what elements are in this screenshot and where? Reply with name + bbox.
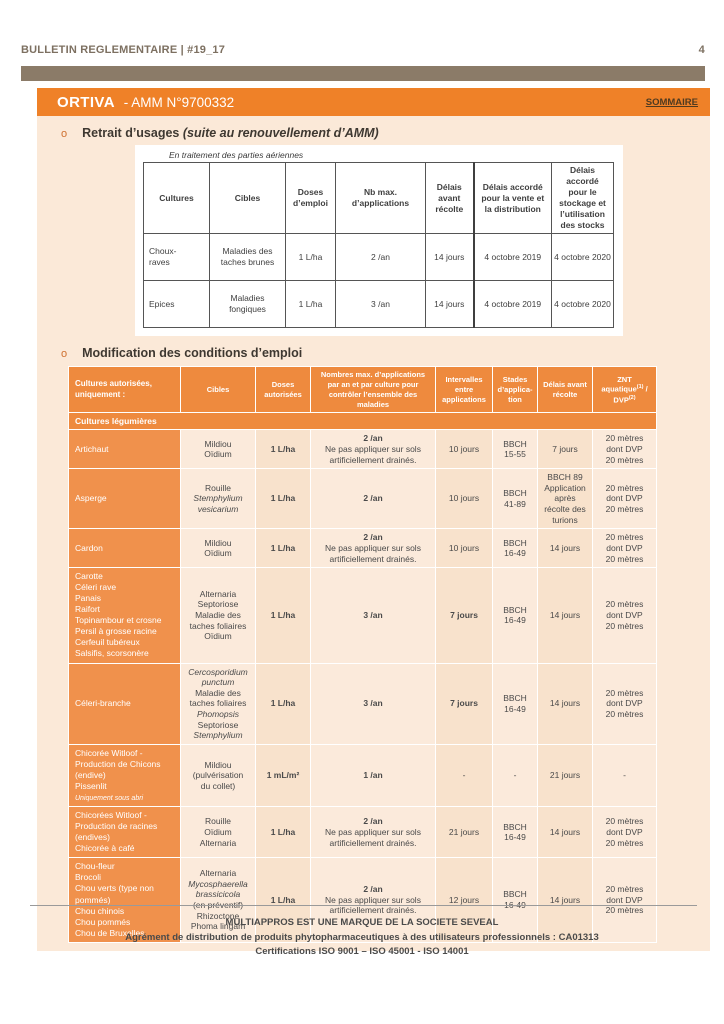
- modification-table: [68, 366, 657, 942]
- table-cell: Chicorée Witloof - Production de Chicons (endive) Pissenlit Uniquement sous abri: [69, 744, 181, 806]
- table-cell: 2 /an Ne pas appliquer sur sols artificiellement drainés.: [311, 529, 436, 568]
- table-cell: 4 octobre 2020: [552, 234, 614, 281]
- table-cell: 21 jours: [538, 744, 593, 806]
- footer-line-agrement: Agrément de distribution de produits phytopharmaceutiques à des utilisateurs professionnels : CA01313: [125, 931, 599, 943]
- section-modification-label: Modification des conditions d’emploi: [82, 346, 303, 361]
- table-cell: 20 mètres dont DVP 20 mètres: [593, 858, 657, 942]
- amm-number: - AMM N°9700332: [119, 94, 235, 110]
- table-cell: Chou-fleur Brocoli Chou verts (type non pommés) Chou chinois Chou pommés Chou de Bruxelles: [69, 858, 181, 942]
- table-cell: 1 L/ha: [256, 430, 311, 469]
- table-cell: 4 octobre 2019: [474, 234, 552, 281]
- footer: [0, 916, 724, 960]
- table-cell: 21 jours: [436, 807, 493, 858]
- table-cell: Cardon: [69, 529, 181, 568]
- document-header: [21, 44, 705, 56]
- table-cell: 20 mètres dont DVP 20 mètres: [593, 529, 657, 568]
- column-header: Stades d’applica- tion: [493, 367, 538, 413]
- table-cell: 1 L/ha: [286, 234, 336, 281]
- table-cell: 20 mètres dont DVP 20 mètres: [593, 663, 657, 744]
- table-cell: 10 jours: [436, 529, 493, 568]
- table-cell: 3 /an: [336, 281, 426, 328]
- circle-bullet-icon: o: [61, 128, 68, 140]
- column-header: Intervalles entre applications: [436, 367, 493, 413]
- retrait-table-caption: En traitement des parties aériennes: [169, 150, 304, 160]
- table-cell: 1 L/ha: [256, 529, 311, 568]
- bulletin-title: BULLETIN REGLEMENTAIRE | #19_17: [21, 44, 226, 56]
- content-panel: [37, 88, 710, 951]
- table-row: [144, 234, 614, 281]
- table-cell: 2 /an: [336, 234, 426, 281]
- table-row: [69, 663, 657, 744]
- table-cell: 4 octobre 2019: [474, 281, 552, 328]
- column-header: Cibles: [210, 163, 286, 234]
- table-row: [144, 281, 614, 328]
- section-retrait-subtitle: (suite au renouvellement d’AMM): [179, 126, 379, 140]
- table-cell: 3 /an: [311, 663, 436, 744]
- table-cell: 1 /an: [311, 744, 436, 806]
- column-header: Doses autorisées: [256, 367, 311, 413]
- retrait-table-box: [135, 145, 623, 336]
- column-header: Délais avant récolte: [538, 367, 593, 413]
- table-cell: 20 mètres dont DVP 20 mètres: [593, 807, 657, 858]
- table-row: [69, 568, 657, 663]
- table-cell: Asperge: [69, 469, 181, 529]
- footer-line-brand: MULTIAPPROS EST UNE MARQUE DE LA SOCIETE SEVEAL: [225, 917, 499, 928]
- table-cell: 2 /an Ne pas appliquer sur sols artificiellement drainés.: [311, 807, 436, 858]
- retrait-table: [143, 162, 614, 328]
- table-cell: 20 mètres dont DVP 20 mètres: [593, 469, 657, 529]
- table-row: [69, 529, 657, 568]
- table-cell: BBCH 16-49: [493, 568, 538, 663]
- table-cell: Rouille Oïdium Alternaria: [181, 807, 256, 858]
- table-cell: Rouille Stemphylium vesicarium: [181, 469, 256, 529]
- table-cell: Alternaria Mycosphaerella brassicicola (en préventif) Rhizoctone Phoma lingam: [181, 858, 256, 942]
- table-cell: Epices: [144, 281, 210, 328]
- table-section-label: Cultures légumières: [69, 413, 657, 430]
- column-header: Délais avant récolte: [426, 163, 474, 234]
- table-row: [69, 807, 657, 858]
- column-header: Délais accordé pour la vente et la distribution: [474, 163, 552, 234]
- table-cell: 14 jours: [538, 807, 593, 858]
- header-rule-bar: [21, 66, 705, 81]
- table-cell: Carotte Céleri rave Panais Raifort Topinambour et crosne Persil à grosse racine Cerfeuil tubéreux Salsifis, scorsonère: [69, 568, 181, 663]
- circle-bullet-icon: o: [61, 348, 68, 361]
- table-cell: BBCH 41-89: [493, 469, 538, 529]
- table-cell: Maladies fongiques: [210, 281, 286, 328]
- sommaire-link[interactable]: SOMMAIRE: [645, 96, 698, 108]
- table-cell: 1 L/ha: [256, 663, 311, 744]
- table-cell: -: [593, 744, 657, 806]
- column-header: Cultures autorisées, uniquement :: [69, 367, 181, 413]
- table-cell: 10 jours: [436, 469, 493, 529]
- table-cell: 7 jours: [436, 663, 493, 744]
- table-cell: Cercosporidium punctum Maladie des taches foliaires Phomopsis Septoriose Stemphylium: [181, 663, 256, 744]
- table-cell: 1 L/ha: [256, 469, 311, 529]
- table-cell: Choux- raves: [144, 234, 210, 281]
- table-cell: -: [436, 744, 493, 806]
- column-header: Délais accordé pour le stockage et l’utilisation des stocks: [552, 163, 614, 234]
- table-cell: 4 octobre 2020: [552, 281, 614, 328]
- section-modification-title: [61, 346, 710, 360]
- table-cell: 10 jours: [436, 430, 493, 469]
- table-cell: 2 /an Ne pas appliquer sur sols artificiellement drainés.: [311, 430, 436, 469]
- page-number: 4: [698, 44, 705, 56]
- table-cell: BBCH 89 Application après récolte des turions: [538, 469, 593, 529]
- table-cell: 1 L/ha: [256, 858, 311, 942]
- table-cell: 14 jours: [426, 234, 474, 281]
- column-header: Cibles: [181, 367, 256, 413]
- column-header: Nb max. d’applications: [336, 163, 426, 234]
- table-cell: 20 mètres dont DVP 20 mètres: [593, 568, 657, 663]
- column-header: Cultures: [144, 163, 210, 234]
- table-cell: Céleri-branche: [69, 663, 181, 744]
- table-cell: Chicorées Witloof - Production de racines (endives) Chicorée à café: [69, 807, 181, 858]
- table-cell: BBCH 16-49: [493, 807, 538, 858]
- footer-rule: [30, 905, 697, 906]
- table-cell: Mildiou (pulvérisation du collet): [181, 744, 256, 806]
- table-cell: 14 jours: [538, 568, 593, 663]
- table-cell: BBCH 16-49: [493, 858, 538, 942]
- table-row: [69, 430, 657, 469]
- table-cell: Maladies des taches brunes: [210, 234, 286, 281]
- table-cell: 2 /an: [311, 469, 436, 529]
- table-cell: 14 jours: [538, 663, 593, 744]
- table-row: [69, 469, 657, 529]
- section-retrait-label: Retrait d’usages: [82, 126, 180, 140]
- table-cell: BBCH 15-55: [493, 430, 538, 469]
- table-row: [69, 744, 657, 806]
- table-cell: 14 jours: [538, 529, 593, 568]
- table-cell: 1 mL/m²: [256, 744, 311, 806]
- table-cell: Alternaria Septoriose Maladie des taches foliaires Oïdium: [181, 568, 256, 663]
- table-cell: 1 L/ha: [256, 568, 311, 663]
- table-cell: 14 jours: [538, 858, 593, 942]
- product-banner: [37, 88, 710, 116]
- table-cell: BBCH 16-49: [493, 663, 538, 744]
- table-section-row: [69, 413, 657, 430]
- table-cell: -: [493, 744, 538, 806]
- table-cell: 20 mètres dont DVP 20 mètres: [593, 430, 657, 469]
- column-header: ZNT aquatique$^{(1)}$ / DVP$^{(2)}$: [593, 367, 657, 413]
- table-cell: 12 jours: [436, 858, 493, 942]
- section-retrait-title: [61, 126, 710, 140]
- column-header: Nombres max. d’applications par an et par culture pour contrôler l’ensemble des maladies: [311, 367, 436, 413]
- table-cell: 14 jours: [426, 281, 474, 328]
- table-cell: 7 jours: [538, 430, 593, 469]
- table-cell: Mildiou Oïdium: [181, 430, 256, 469]
- table-cell: BBCH 16-49: [493, 529, 538, 568]
- table-cell: 1 L/ha: [286, 281, 336, 328]
- table-cell: Mildiou Oïdium: [181, 529, 256, 568]
- footer-line-certifications: Certifications ISO 9001 – ISO 45001 - ISO 14001: [255, 946, 469, 958]
- table-cell: 3 /an: [311, 568, 436, 663]
- table-cell: 1 L/ha: [256, 807, 311, 858]
- table-cell: 2 /an Ne pas appliquer sur sols artificiellement drainés.: [311, 858, 436, 942]
- product-name: ORTIVA: [57, 93, 115, 111]
- column-header: Doses d’emploi: [286, 163, 336, 234]
- table-cell: 7 jours: [436, 568, 493, 663]
- table-cell: Artichaut: [69, 430, 181, 469]
